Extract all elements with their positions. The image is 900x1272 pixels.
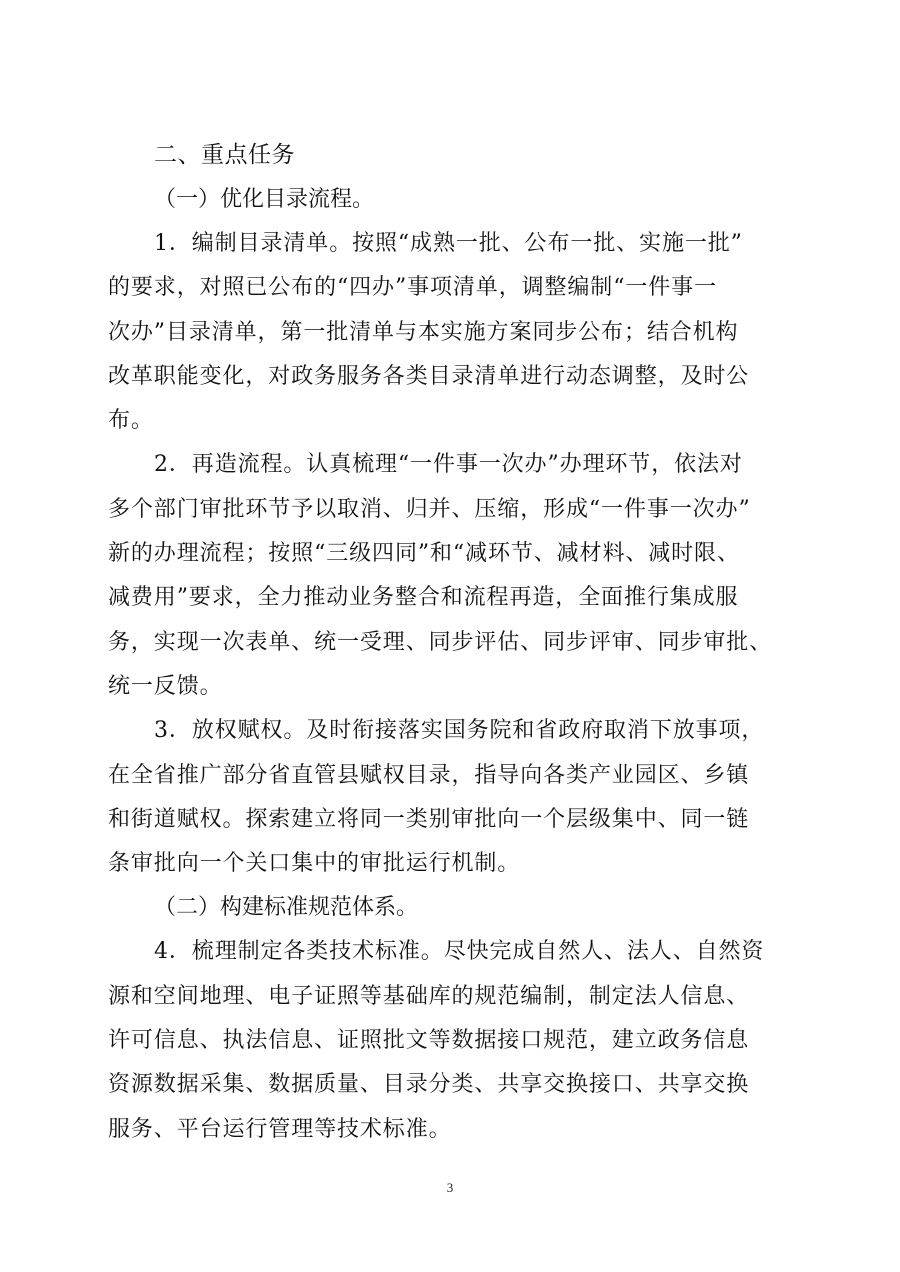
paragraph-delegate-authority xyxy=(108,709,798,886)
page-number: 3 xyxy=(446,1180,454,1195)
paragraph-line: 4．梳理制定各类技术标准。尽快完成自然人、法人、自然资 xyxy=(154,939,765,965)
sub-heading-standards-system: （二）构建标准规范体系。 xyxy=(154,895,419,921)
paragraph-line: 减费用”要求，全力推动业务整合和流程再造，全面推行集成服 xyxy=(108,585,739,611)
paragraph-line: 务，实现一次表单、统一受理、同步评估、同步评审、同步审批、 xyxy=(108,629,773,655)
paragraph-line: 3．放权赋权。及时衔接落实国务院和省政府取消下放事项， xyxy=(154,718,765,744)
paragraph-line: 2．再造流程。认真梳理“一件事一次办”办理环节，依法对 xyxy=(154,452,743,478)
paragraph-line: 和街道赋权。探索建立将同一类别审批向一个层级集中、同一链 xyxy=(108,806,750,832)
paragraph-line: 布。 xyxy=(108,408,154,434)
paragraph-line: 条审批向一个关口集中的审批运行机制。 xyxy=(108,851,521,877)
paragraph-technical-standards xyxy=(108,930,798,1151)
paragraph-line: 统一反馈。 xyxy=(108,673,223,699)
paragraph-line: 次办”目录清单，第一批清单与本实施方案同步公布；结合机构 xyxy=(108,319,739,345)
paragraph-line: 服务、平台运行管理等技术标准。 xyxy=(108,1116,452,1142)
document-body xyxy=(108,133,798,1152)
paragraph-line: 许可信息、执法信息、证照批文等数据接口规范，建立政务信息 xyxy=(108,1028,750,1054)
paragraph-line: 在全省推广部分省直管县赋权目录，指导向各类产业园区、乡镇 xyxy=(108,762,750,788)
paragraph-line: 多个部门审批环节予以取消、归并、压缩，形成“一件事一次办” xyxy=(108,496,751,522)
paragraph-catalog-list xyxy=(108,222,798,443)
paragraph-line: 源和空间地理、电子证照等基础库的规范编制，制定法人信息、 xyxy=(108,983,750,1009)
paragraph-line: 1．编制目录清单。按照“成熟一批、公布一批、实施一批” xyxy=(154,231,743,256)
section-heading: 二、重点任务 xyxy=(154,142,295,168)
paragraph-line: 改革职能变化，对政务服务各类目录清单进行动态调整，及时公 xyxy=(108,363,750,389)
paragraph-line: 的要求，对照已公布的“四办”事项清单，调整编制“一件事一 xyxy=(108,275,717,301)
sub-heading-optimize-catalog: （一）优化目录流程。 xyxy=(154,187,375,212)
paragraph-reengineer-process xyxy=(108,443,798,709)
paragraph-line: 新的办理流程；按照“三级四同”和“减环节、减材料、减时限、 xyxy=(108,541,740,567)
paragraph-line: 资源数据采集、数据质量、目录分类、共享交换接口、共享交换 xyxy=(108,1072,750,1098)
